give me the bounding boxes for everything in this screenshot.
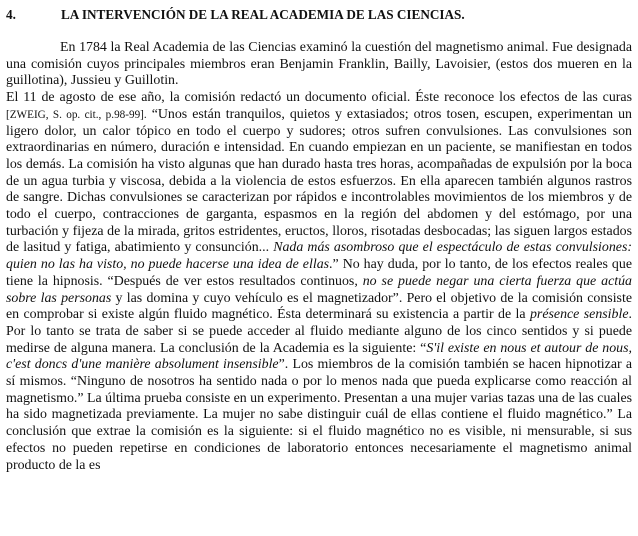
text-run: y las domina y cuyo vehículo es el magnetizador”. Pero el objetivo de la comisión consiste en comprobar si existe algún fluido magnético. Ésta determinará su existencia a partir de la bbox=[6, 290, 632, 323]
citation: [ZWEIG, S. op. cit., p.98-99]. bbox=[6, 108, 147, 121]
section-title: LA INTERVENCIÓN DE LA REAL ACADEMIA DE LAS CIENCIAS. bbox=[61, 7, 465, 22]
text-run: . Por lo tanto se trata de saber si se puede acceder al fluido mediante alguno de los cinco sentidos y si puede medirse de alguna manera. La conclusión de la Academia es la siguiente: “ bbox=[6, 307, 632, 356]
italic-quote: no se puede negar una cierta fuerza que actúa sobre las personas bbox=[6, 273, 632, 306]
section-heading bbox=[6, 6, 632, 24]
italic-quote: Nada más asombroso que el espectáculo de estas convulsiones: quien no las ha visto, no puede hacerse una idea de ellas bbox=[6, 240, 632, 273]
text-run: .” No hay duda, por lo tanto, de los efectos reales que tiene la hipnosis. “Después de ver estos resultados continuos, bbox=[6, 257, 632, 289]
paragraph-intro: En 1784 la Real Academia de las Ciencias examinó la cuestión del magnetismo animal. Fue designada una comisión cuyos principales miembros eran Benjamin Franklin, Bailly, Lavoisier, (estos dos mueren en la guillotina), Jussieu y Guillotin. bbox=[6, 40, 632, 89]
text-run: “Unos están tranquilos, quietos y extasiados; otros tosen, escupen, experimentan un ligero dolor, un calor tópico en todo el cuerpo y sudores; otros sufren convulsiones. Las convulsiones son extraordinarias en número, duración e intensidad. En cuando empiezan en un paciente, se manifiestan en todos los demás. La comisión ha visto algunas que han durado hasta tres horas, acompañadas de expulsión por la boca de un agua turbia y viscosa, debida a la violencia de estos esfuerzos. En ella aparecen también algunos rastros de sangre. Dichas convulsiones se caracterizan por rápidos e incontrolables movimientos de los miembros y de todo el cuerpo, contracciones de garganta, espasmos en la región del abdomen y del estómago, por una turbación y fijeza de la mirada, gritos estridentes, eructos, lloros, risotadas desbocadas; las siguen largos estados de lasitud y fatiga, abatimiento y consunción... bbox=[6, 106, 632, 256]
paragraph-commission-report bbox=[6, 90, 632, 474]
section-number: 4. bbox=[6, 7, 16, 22]
italic-quote-french: S'il existe en nous et autour de nous, c'est doncs d'une manière absolument insensible bbox=[6, 340, 632, 373]
italic-term: présence sensible bbox=[529, 307, 629, 323]
text-run: ”. Los miembros de la comisión también se hacen hipnotizar a sí mismos. “Ninguno de nosotros ha sentido nada o por lo menos nada que pueda explicarse como reacción al magnetismo.” La última prueba consiste en un experimento. Presentan a una mujer varias tazas una de las cuales ha sido magnetizada previamente. La mujer no sabe distinguir cuál de ellas contiene el fluido magnético.” La conclusión que extrae la comisión es la siguiente: si el fluido magnético no es visible, ni mensurable, si sus efectos no pueden repetirse en condiciones de laboratorio entonces necesariamente el magnetismo animal producto de la es bbox=[6, 357, 633, 473]
text-run: El 11 de agosto de ese año, la comisión redactó un documento oficial. Éste reconoce los efectos de las curas bbox=[6, 90, 632, 106]
document-body bbox=[6, 40, 632, 474]
